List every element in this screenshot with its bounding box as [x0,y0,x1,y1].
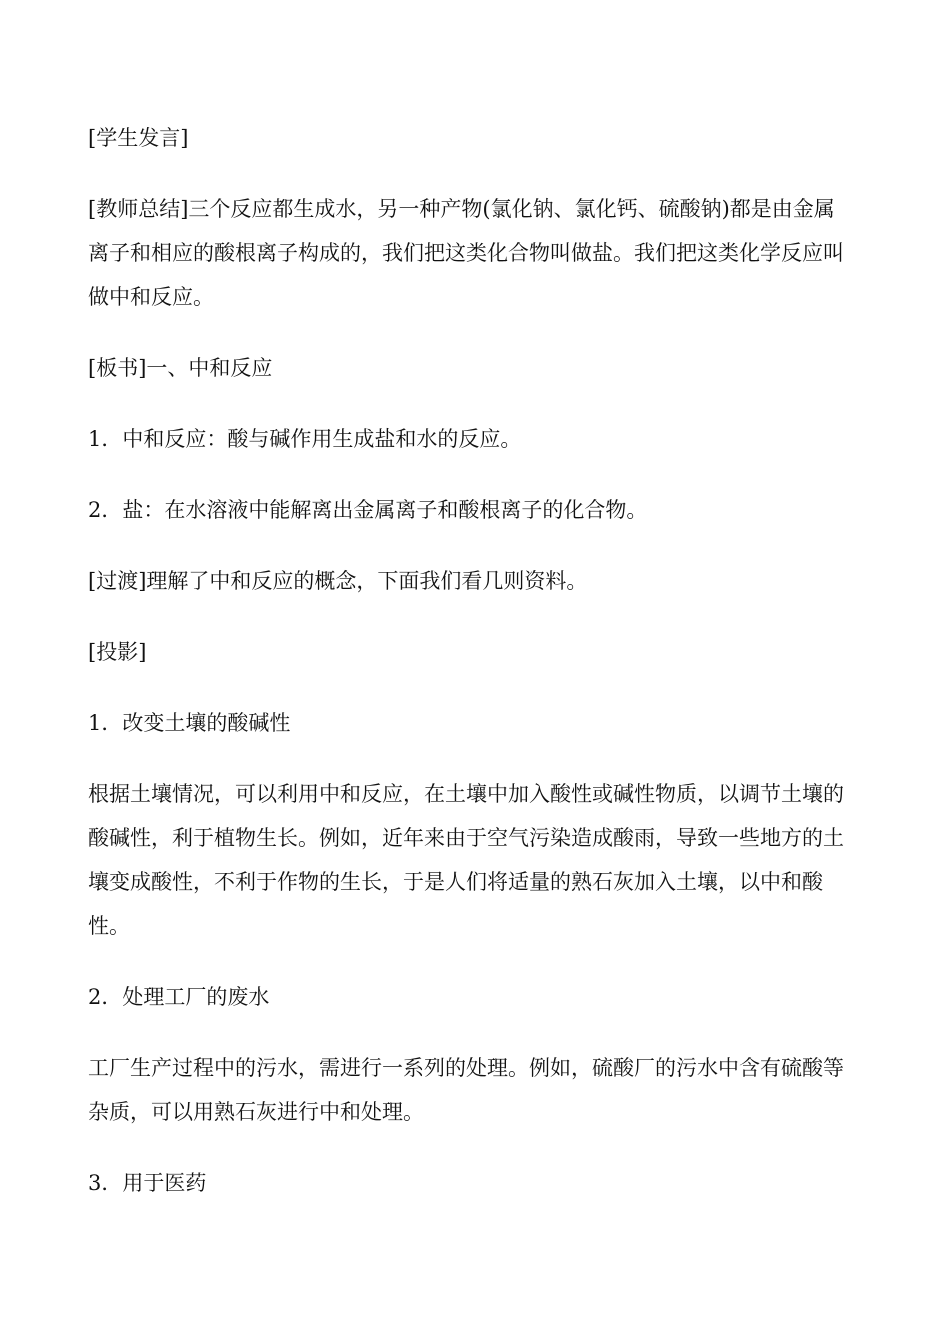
heading-medicine: 3．用于医药 [88,1171,207,1195]
heading-factory-wastewater: 2．处理工厂的废水 [88,985,270,1009]
paragraph-student-speech: [学生发言] [88,126,189,150]
heading-soil-acidity: 1．改变土壤的酸碱性 [88,711,291,735]
paragraph-teacher-summary: [教师总结]三个反应都生成水，另一种产物(氯化钠、氯化钙、硫酸钠)都是由金属离子和相应的酸根离子构成的，我们把这类化合物叫做盐。我们把这类化学反应叫做中和反应。 [88,197,844,309]
paragraph-transition: [过渡]理解了中和反应的概念，下面我们看几则资料。 [88,569,588,593]
paragraph-board-heading: [板书]一、中和反应 [88,356,273,380]
paragraph-definition-salt: 2．盐：在水溶液中能解离出金属离子和酸根离子的化合物。 [88,498,648,522]
paragraph-soil-acidity: 根据土壤情况，可以利用中和反应，在土壤中加入酸性或碱性物质，以调节土壤的酸碱性，利于植物生长。例如，近年来由于空气污染造成酸雨，导致一些地方的土壤变成酸性，不利于作物的生长，于是人们将适量的熟石灰加入土壤，以中和酸性。 [88,782,844,938]
paragraph-factory-wastewater: 工厂生产过程中的污水，需进行一系列的处理。例如，硫酸厂的污水中含有硫酸等杂质，可以用熟石灰进行中和处理。 [88,1056,844,1124]
paragraph-definition-neutralization: 1．中和反应：酸与碱作用生成盐和水的反应。 [88,427,522,451]
paragraph-projection: [投影] [88,640,147,664]
